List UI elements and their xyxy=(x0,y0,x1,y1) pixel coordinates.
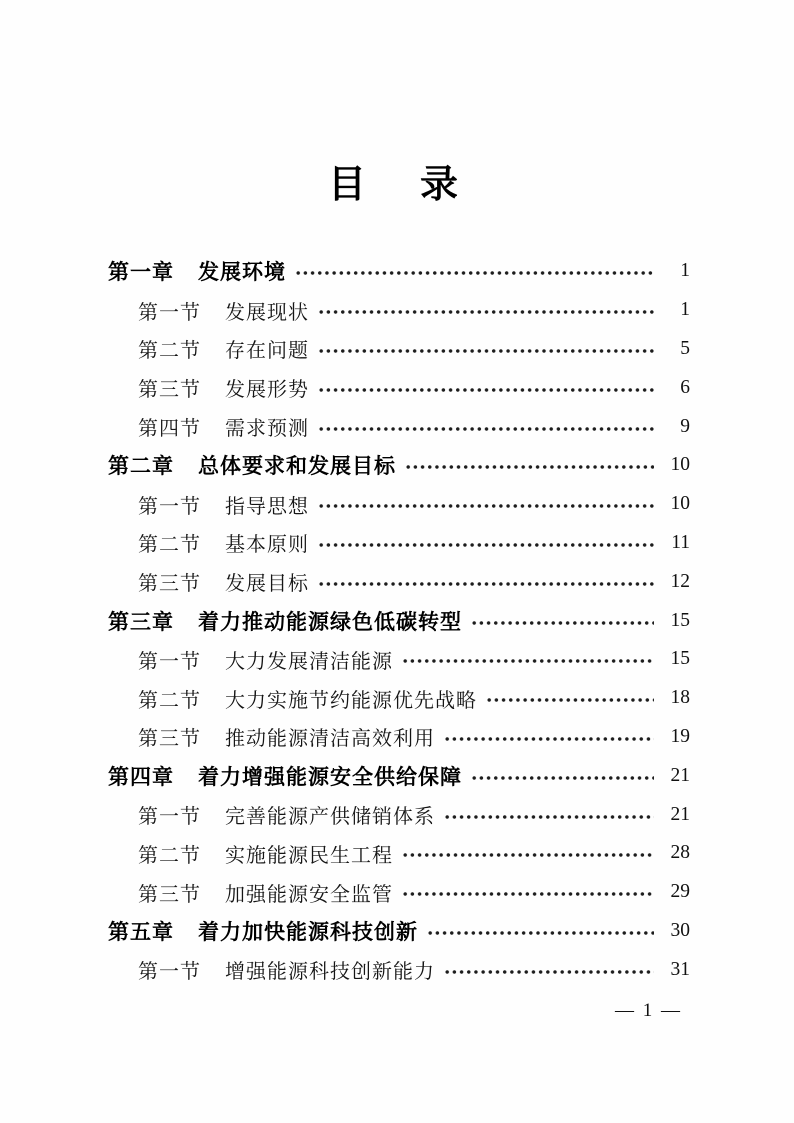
toc-entry-title: 需求预测 xyxy=(225,418,309,441)
toc-entry-page: 1 xyxy=(680,260,690,282)
toc-entry-page: 18 xyxy=(670,687,690,709)
toc-entry-title: 加强能源安全监管 xyxy=(225,883,393,906)
toc-entry-title: 推动能源清洁高效利用 xyxy=(225,728,435,751)
toc-entry-label: 第二节 xyxy=(138,844,201,867)
toc-entry-label: 第一节 xyxy=(138,650,201,673)
toc-entry-title: 发展目标 xyxy=(225,573,309,596)
dot-leader xyxy=(319,307,654,317)
toc-entry-label: 第一节 xyxy=(138,301,201,324)
dot-leader xyxy=(319,385,654,395)
toc-entry-page: 1 xyxy=(680,299,690,321)
toc-entry-title: 实施能源民生工程 xyxy=(225,844,393,867)
toc-entry-label: 第四节 xyxy=(138,418,201,441)
toc-entry-label: 第一节 xyxy=(138,495,201,518)
toc-entry-page: 9 xyxy=(680,415,690,437)
toc-entry-label: 第二章 xyxy=(108,455,174,479)
toc-entry xyxy=(108,834,690,873)
toc-entry-title: 大力实施节约能源优先战略 xyxy=(225,689,477,712)
footer-page-number: — 1 — xyxy=(615,1000,682,1021)
dot-leader xyxy=(403,656,654,666)
toc-entry-page: 11 xyxy=(671,531,690,553)
dot-leader xyxy=(319,346,654,356)
toc-entry-page: 10 xyxy=(670,493,690,515)
toc-entry-page: 6 xyxy=(680,376,690,398)
toc-entry xyxy=(108,252,690,291)
toc-entry-title: 基本原则 xyxy=(225,534,309,557)
toc-entry-label: 第五章 xyxy=(108,920,174,944)
toc-entry-page: 15 xyxy=(670,648,690,670)
toc-entry-title: 指导思想 xyxy=(225,495,309,518)
toc-entry-page: 28 xyxy=(670,842,690,864)
toc-entry-page: 10 xyxy=(670,454,690,476)
toc-entry-title: 发展现状 xyxy=(225,301,309,324)
toc-entry xyxy=(108,912,690,951)
toc-entry xyxy=(108,524,690,563)
dot-leader xyxy=(403,889,654,899)
dot-leader xyxy=(319,424,654,434)
dot-leader xyxy=(472,618,654,628)
toc-entry xyxy=(108,756,690,795)
toc-entry xyxy=(108,679,690,718)
toc-entry-label: 第四章 xyxy=(108,765,174,789)
toc-entry xyxy=(108,485,690,524)
toc-entry-title: 着力推动能源绿色低碳转型 xyxy=(198,610,462,634)
toc-entry-title: 大力发展清洁能源 xyxy=(225,650,393,673)
dot-leader xyxy=(472,773,654,783)
toc-entry xyxy=(108,407,690,446)
dot-leader xyxy=(319,579,654,589)
toc-entry xyxy=(108,446,690,485)
toc-entry-page: 21 xyxy=(670,764,690,786)
toc-entry xyxy=(108,795,690,834)
toc-entry xyxy=(108,291,690,330)
toc-entry-title: 发展形势 xyxy=(225,379,309,402)
dot-leader xyxy=(319,540,654,550)
toc-entry-label: 第一章 xyxy=(108,261,174,285)
toc-entry-title: 完善能源产供储销体系 xyxy=(225,806,435,829)
toc-entry-title: 存在问题 xyxy=(225,340,309,363)
toc-entry-label: 第二节 xyxy=(138,340,201,363)
dot-leader xyxy=(296,268,654,278)
toc-entry-label: 第二节 xyxy=(138,689,201,712)
page-title: 目 录 xyxy=(327,164,466,206)
toc-entry-page: 19 xyxy=(670,725,690,747)
toc-entry-page: 29 xyxy=(670,881,690,903)
toc-entry xyxy=(108,330,690,369)
dot-leader xyxy=(428,928,654,938)
toc-entry-title: 总体要求和发展目标 xyxy=(198,455,396,479)
dot-leader xyxy=(406,462,654,472)
toc-entry-page: 21 xyxy=(670,803,690,825)
toc-entry-label: 第三节 xyxy=(138,728,201,751)
toc-entry-title: 着力加快能源科技创新 xyxy=(198,920,418,944)
toc-entry-label: 第一节 xyxy=(138,806,201,829)
toc-entry xyxy=(108,640,690,679)
toc-entry-page: 30 xyxy=(670,919,690,941)
toc-entry xyxy=(108,562,690,601)
toc-entry-label: 第三节 xyxy=(138,379,201,402)
toc-entry-label: 第三节 xyxy=(138,883,201,906)
toc-entry-label: 第三节 xyxy=(138,573,201,596)
toc-entry-page: 12 xyxy=(670,570,690,592)
toc-entry-label: 第三章 xyxy=(108,610,174,634)
dot-leader xyxy=(487,695,654,705)
toc-entry xyxy=(108,873,690,912)
toc-entry-label: 第二节 xyxy=(138,534,201,557)
dot-leader xyxy=(445,967,654,977)
dot-leader xyxy=(403,850,654,860)
toc-entry-title: 着力增强能源安全供给保障 xyxy=(198,765,462,789)
toc-entry-title: 发展环境 xyxy=(198,261,286,285)
toc-list xyxy=(108,252,690,989)
toc-entry-title: 增强能源科技创新能力 xyxy=(225,961,435,984)
toc-entry xyxy=(108,601,690,640)
toc-entry-page: 5 xyxy=(680,337,690,359)
toc-entry xyxy=(108,368,690,407)
dot-leader xyxy=(445,812,654,822)
toc-entry xyxy=(108,718,690,757)
toc-entry-label: 第一节 xyxy=(138,961,201,984)
toc-entry xyxy=(108,950,690,989)
toc-entry-page: 15 xyxy=(670,609,690,631)
dot-leader xyxy=(319,501,654,511)
dot-leader xyxy=(445,734,654,744)
toc-entry-page: 31 xyxy=(670,958,690,980)
